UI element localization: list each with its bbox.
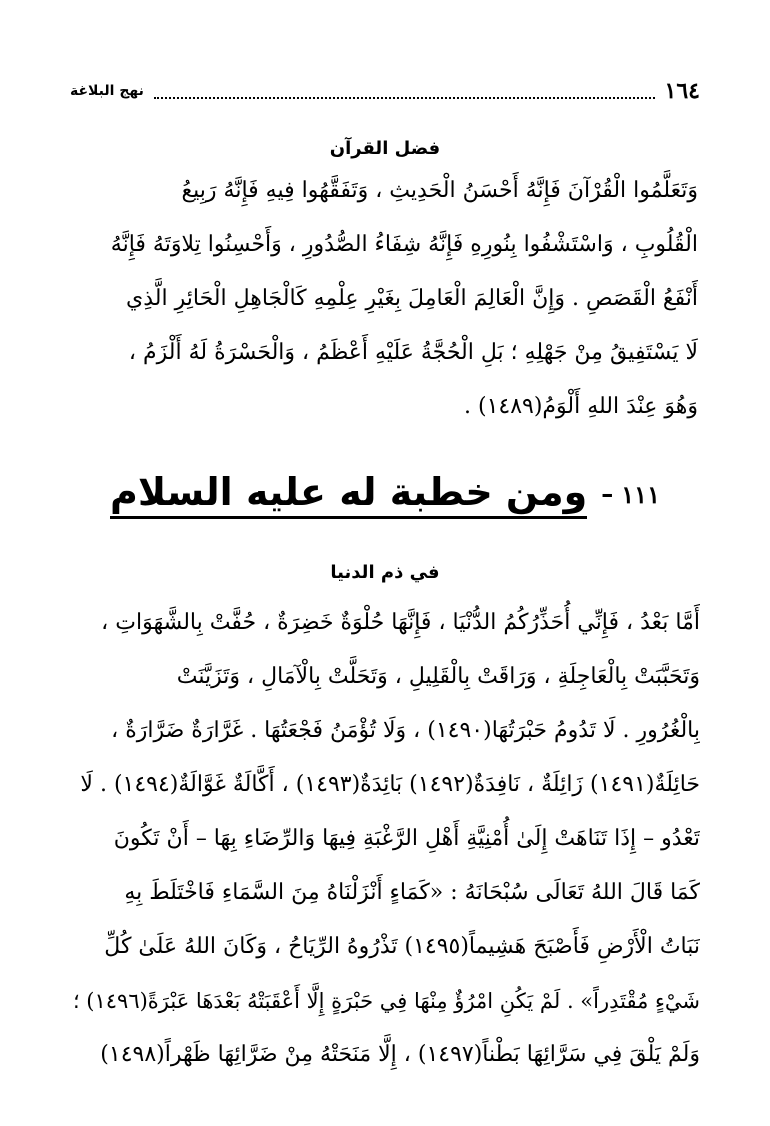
text-line: لَا يَسْتَفِيقُ مِنْ جَهْلِهِ ؛ بَلِ الْحُجَّةُ عَلَيْهِ أَعْظَمُ ، وَالْحَسْرَةُ لَهُ أَلْزَمُ ، [128, 340, 698, 365]
sermon-title [70, 462, 700, 526]
paragraph-world [72, 596, 700, 1082]
text-line: تَعْدُو – إِذَا تَنَاهَتْ إِلَىٰ أُمْنِيَّةِ أَهْلِ الرَّغْبَةِ فِيهَا وَالرِّضَاءِ بِهَا – أَنْ تَكُونَ [113, 826, 700, 851]
page-header [70, 76, 700, 106]
page-number: ١٦٤ [664, 78, 700, 104]
book-title: نهج البلاغة [70, 83, 144, 99]
text-line: شَيْءٍ مُقْتَدِراً» . لَمْ يَكُنِ امْرُؤٌ مِنْهَا فِي حَبْرَةٍ إِلَّا أَعْقَبَتْهُ بَعْدَهَا عَبْرَةً(١٤٩٦) ؛ [72, 989, 700, 1013]
sermon-number: ١١١ [621, 479, 660, 509]
text-line: وَتَحَبَّبَتْ بِالْعَاجِلَةِ ، وَرَاقَتْ بِالْقَلِيلِ ، وَتَحَلَّتْ بِالْآمَالِ ، وَتَزَيَّنَتْ [176, 664, 700, 689]
text-line: وَلَمْ يَلْقَ فِي سَرَّائِهَا بَطْناً(١٤٩٧) ، إِلَّا مَنَحَتْهُ مِنْ ضَرَّائِهَا ظَهْراً(١٤٩٨) [100, 1042, 700, 1067]
text-line: حَائِلَةٌ(١٤٩١) زَائِلَةٌ ، نَافِدَةٌ(١٤٩٢) بَائِدَةٌ(١٤٩٣) ، أَكَّالَةٌ غَوَّالَةٌ(١٤٩٤) . لَا [80, 772, 700, 797]
text-line: وَهُوَ عِنْدَ اللهِ أَلْوَمُ(١٤٨٩) . [463, 394, 698, 419]
text-line: وَتَعَلَّمُوا الْقُرْآنَ فَإِنَّهُ أَحْسَنُ الْحَدِيثِ ، وَتَفَقَّهُوا فِيهِ فَإِنَّهُ رَبِيعُ [181, 178, 698, 203]
text-line: أَنْفَعُ الْقَصَصِ . وَإِنَّ الْعَالِمَ الْعَامِلَ بِغَيْرِ عِلْمِهِ كَالْجَاهِلِ الْحَائِرِ الَّذِي [126, 286, 698, 311]
paragraph-quran [78, 164, 698, 434]
section-heading-world-censure: في ذم الدنيا [330, 562, 440, 583]
text-line: كَمَا قَالَ اللهُ تَعَالَى سُبْحَانَهُ : «كَمَاءٍ أَنْزَلْنَاهُ مِنَ السَّمَاءِ فَاخْتَلَطَ بِهِ [124, 880, 700, 905]
text-line: نَبَاتُ الْأَرْضِ فَأَصْبَحَ هَشِيماً(١٤٩٥) تَذْرُوهُ الرِّيَاحُ ، وَكَانَ اللهُ عَلَىٰ كُلِّ [104, 934, 700, 959]
sermon-dash: – [601, 480, 614, 508]
text-line: أَمَّا بَعْدُ ، فَإِنِّي أُحَذِّرُكُمُ الدُّنْيَا ، فَإِنَّهَا حُلْوَةٌ خَضِرَةٌ ، حُفَّتْ بِالشَّهَوَاتِ ، [101, 610, 700, 635]
text-line: بِالْغُرُورِ . لَا تَدُومُ حَبْرَتُهَا(١٤٩٠) ، وَلَا تُؤْمَنُ فَجْعَتُهَا . غَرَّارَةٌ ضَرَّارَةٌ ، [111, 718, 700, 743]
text-line: الْقُلُوبِ ، وَاسْتَشْفُوا بِنُورِهِ فَإِنَّهُ شِفَاءُ الصُّدُورِ ، وَأَحْسِنُوا تِلاوَتَهُ فَإِنَّهُ [110, 232, 698, 257]
section-heading-quran-virtue: فضل القرآن [329, 138, 441, 159]
sermon-calligraphy-title: ومن خطبة له عليه السلام [110, 470, 587, 519]
header-dotted-rule [154, 83, 655, 99]
